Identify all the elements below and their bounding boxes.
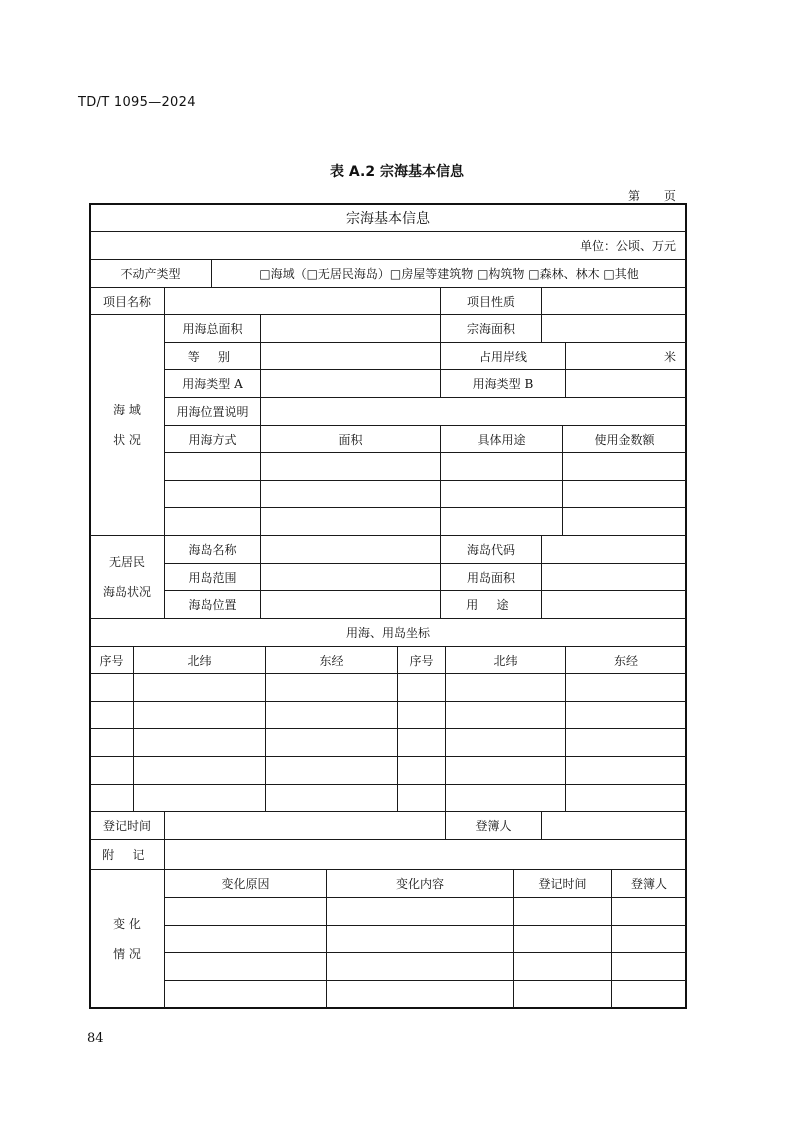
sea-area-label-line2: 状 况 xyxy=(113,433,141,447)
coastline-unit: 米 xyxy=(663,349,676,364)
sea-area-status-label xyxy=(90,315,164,535)
coord-lon-header-2: 东经 xyxy=(613,653,638,668)
registration-time-field[interactable] xyxy=(165,812,445,839)
coastline-label: 占用岸线 xyxy=(478,349,527,364)
project-name-field[interactable] xyxy=(165,288,440,314)
grade-label: 等 别 xyxy=(187,349,238,364)
fee-amount-header: 使用金数额 xyxy=(594,432,655,447)
island-use-field[interactable] xyxy=(542,591,686,618)
sea-location-desc-label: 用海位置说明 xyxy=(176,405,249,419)
project-nature-label: 项目性质 xyxy=(466,294,515,309)
island-area-field[interactable] xyxy=(542,564,686,590)
grade-field[interactable] xyxy=(261,343,440,369)
island-status-label xyxy=(90,536,164,618)
page-number: 84 xyxy=(87,1031,104,1046)
project-nature-field[interactable] xyxy=(542,288,686,314)
project-name-label: 项目名称 xyxy=(102,294,151,309)
island-code-field[interactable] xyxy=(542,536,686,563)
island-label-line1: 无居民 xyxy=(108,555,145,569)
change-registration-time-header: 登记时间 xyxy=(538,877,587,891)
form-title: 宗海基本信息 xyxy=(346,210,430,227)
change-label-line1: 变 化 xyxy=(113,916,141,931)
island-range-label: 用岛范围 xyxy=(188,570,237,585)
sea-use-type-b-field[interactable] xyxy=(566,370,686,397)
sea-use-type-a-field[interactable] xyxy=(261,370,440,397)
sea-use-type-a-label: 用海类型 A xyxy=(182,377,243,391)
sea-use-method-header: 用海方式 xyxy=(188,432,237,447)
parcel-area-field[interactable] xyxy=(542,315,686,342)
coord-seq-header-1: 序号 xyxy=(99,653,124,668)
property-type-label: 不动产类型 xyxy=(120,267,181,281)
registrar-label: 登簿人 xyxy=(475,819,512,833)
page-label: 第 页 xyxy=(628,189,676,203)
coord-lat-header-2: 北纬 xyxy=(493,653,518,668)
island-name-field[interactable] xyxy=(261,536,440,563)
parcel-area-label: 宗海面积 xyxy=(466,322,515,336)
sea-area-label-line1: 海 域 xyxy=(113,403,141,417)
coord-lon-header-1: 东经 xyxy=(319,653,344,668)
island-label-line2: 海岛状况 xyxy=(102,585,151,599)
island-name-label: 海岛名称 xyxy=(188,543,237,557)
island-location-field[interactable] xyxy=(261,591,440,618)
change-content-header: 变化内容 xyxy=(395,877,444,891)
change-reason-header: 变化原因 xyxy=(221,877,270,891)
change-registrar-header: 登簿人 xyxy=(630,877,667,891)
standard-code: TD/T 1095—2024 xyxy=(78,95,196,110)
registrar-field[interactable] xyxy=(542,812,686,839)
sea-use-type-b-label: 用海类型 B xyxy=(472,377,534,391)
table-caption: 表 A.2 宗海基本信息 xyxy=(330,164,464,180)
property-type-options[interactable]: □海域（□无居民海岛）□房屋等建筑物 □构筑物 □森林、林木 □其他 xyxy=(259,267,639,281)
coord-seq-header-2: 序号 xyxy=(409,653,434,668)
island-range-field[interactable] xyxy=(261,564,440,590)
change-label-line2: 情 况 xyxy=(113,946,141,961)
area-header: 面积 xyxy=(338,432,363,447)
sea-location-desc-field[interactable] xyxy=(261,398,686,425)
coord-lat-header-1: 北纬 xyxy=(187,653,212,668)
total-sea-area-field[interactable] xyxy=(261,315,440,342)
notes-field[interactable] xyxy=(165,840,686,869)
island-use-label: 用 途 xyxy=(466,598,516,612)
notes-label: 附 记 xyxy=(102,848,152,862)
island-area-label: 用岛面积 xyxy=(466,570,515,585)
coordinates-title: 用海、用岛坐标 xyxy=(345,626,430,640)
registration-time-label: 登记时间 xyxy=(102,819,151,833)
change-status-label xyxy=(90,870,164,1007)
island-location-label: 海岛位置 xyxy=(188,598,237,612)
unit-label: 单位：公顷、万元 xyxy=(579,239,676,253)
island-code-label: 海岛代码 xyxy=(466,543,515,557)
total-sea-area-label: 用海总面积 xyxy=(182,322,243,336)
specific-use-header: 具体用途 xyxy=(477,432,526,447)
